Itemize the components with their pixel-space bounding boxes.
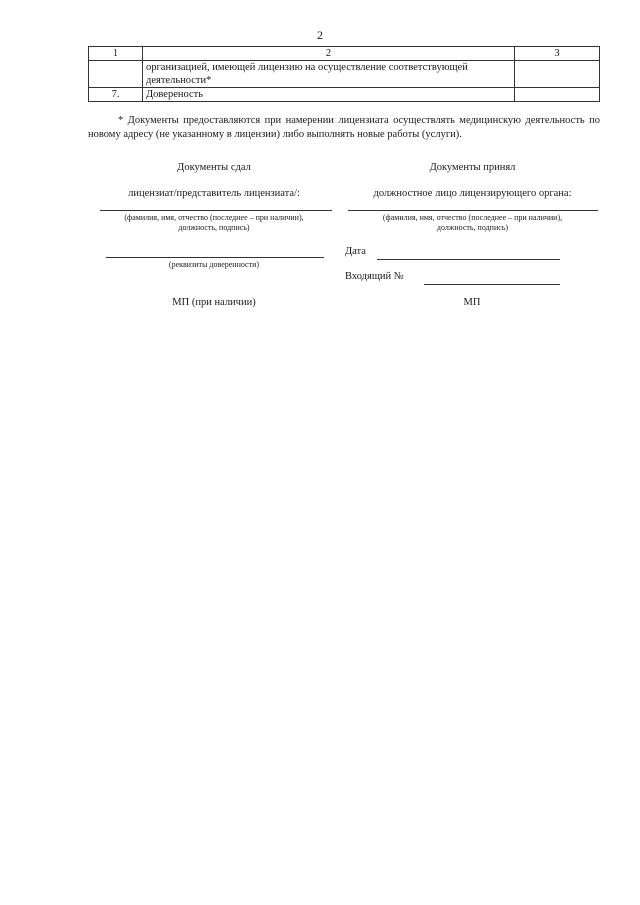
right-heading: Документы принял <box>429 162 516 173</box>
left-role: лицензиат/представитель лицензиата/: <box>128 188 300 199</box>
table-cell-num: 7. <box>89 88 143 102</box>
right-stamp: МП <box>463 297 481 308</box>
right-role: должностное лицо лицензирующего органа: <box>373 188 572 199</box>
table-cell-num <box>89 61 143 88</box>
table-row <box>89 61 600 88</box>
table-cell-extra <box>515 61 600 88</box>
table-cell-text: Довереность <box>143 88 515 102</box>
date-label: Дата <box>345 246 366 257</box>
left-heading: Документы сдал <box>177 162 251 173</box>
footnote-text: * Документы предоставляются при намерении лицензиата осуществлять медицинскую деятельность по новому адресу (не указанному в лицензии) либо выполнять новые работы (услуги). <box>88 115 600 140</box>
right-caption1-line1: (фамилия, имя, отчество (последнее – при наличии), <box>382 213 563 222</box>
right-caption1-line2: должность, подпись) <box>436 223 509 232</box>
table-header-cell: 1 <box>89 47 143 61</box>
table-row <box>89 88 600 102</box>
incoming-number-line <box>424 284 560 285</box>
table-cell-text: организацией, имеющей лицензию на осуществление соответствующей деятельности* <box>143 61 515 88</box>
page-number: 2 <box>317 28 323 42</box>
footnote <box>88 114 600 141</box>
documents-table <box>88 46 600 102</box>
left-proxy-line <box>106 257 324 258</box>
left-stamp: МП (при наличии) <box>172 297 256 308</box>
table-header-cell: 3 <box>515 47 600 61</box>
left-caption1-line1: (фамилия, имя, отчество (последнее – при наличии), <box>124 213 304 222</box>
table-header-row <box>89 47 600 61</box>
table-cell-extra <box>515 88 600 102</box>
incoming-number-label: Входящий № <box>345 271 404 282</box>
date-line <box>377 259 560 260</box>
table-header-cell: 2 <box>143 47 515 61</box>
left-signature-line <box>100 210 332 211</box>
left-caption2: (реквизиты доверенности) <box>168 260 260 269</box>
left-caption1-line2: должность, подпись) <box>178 223 250 232</box>
right-signature-line <box>348 210 598 211</box>
